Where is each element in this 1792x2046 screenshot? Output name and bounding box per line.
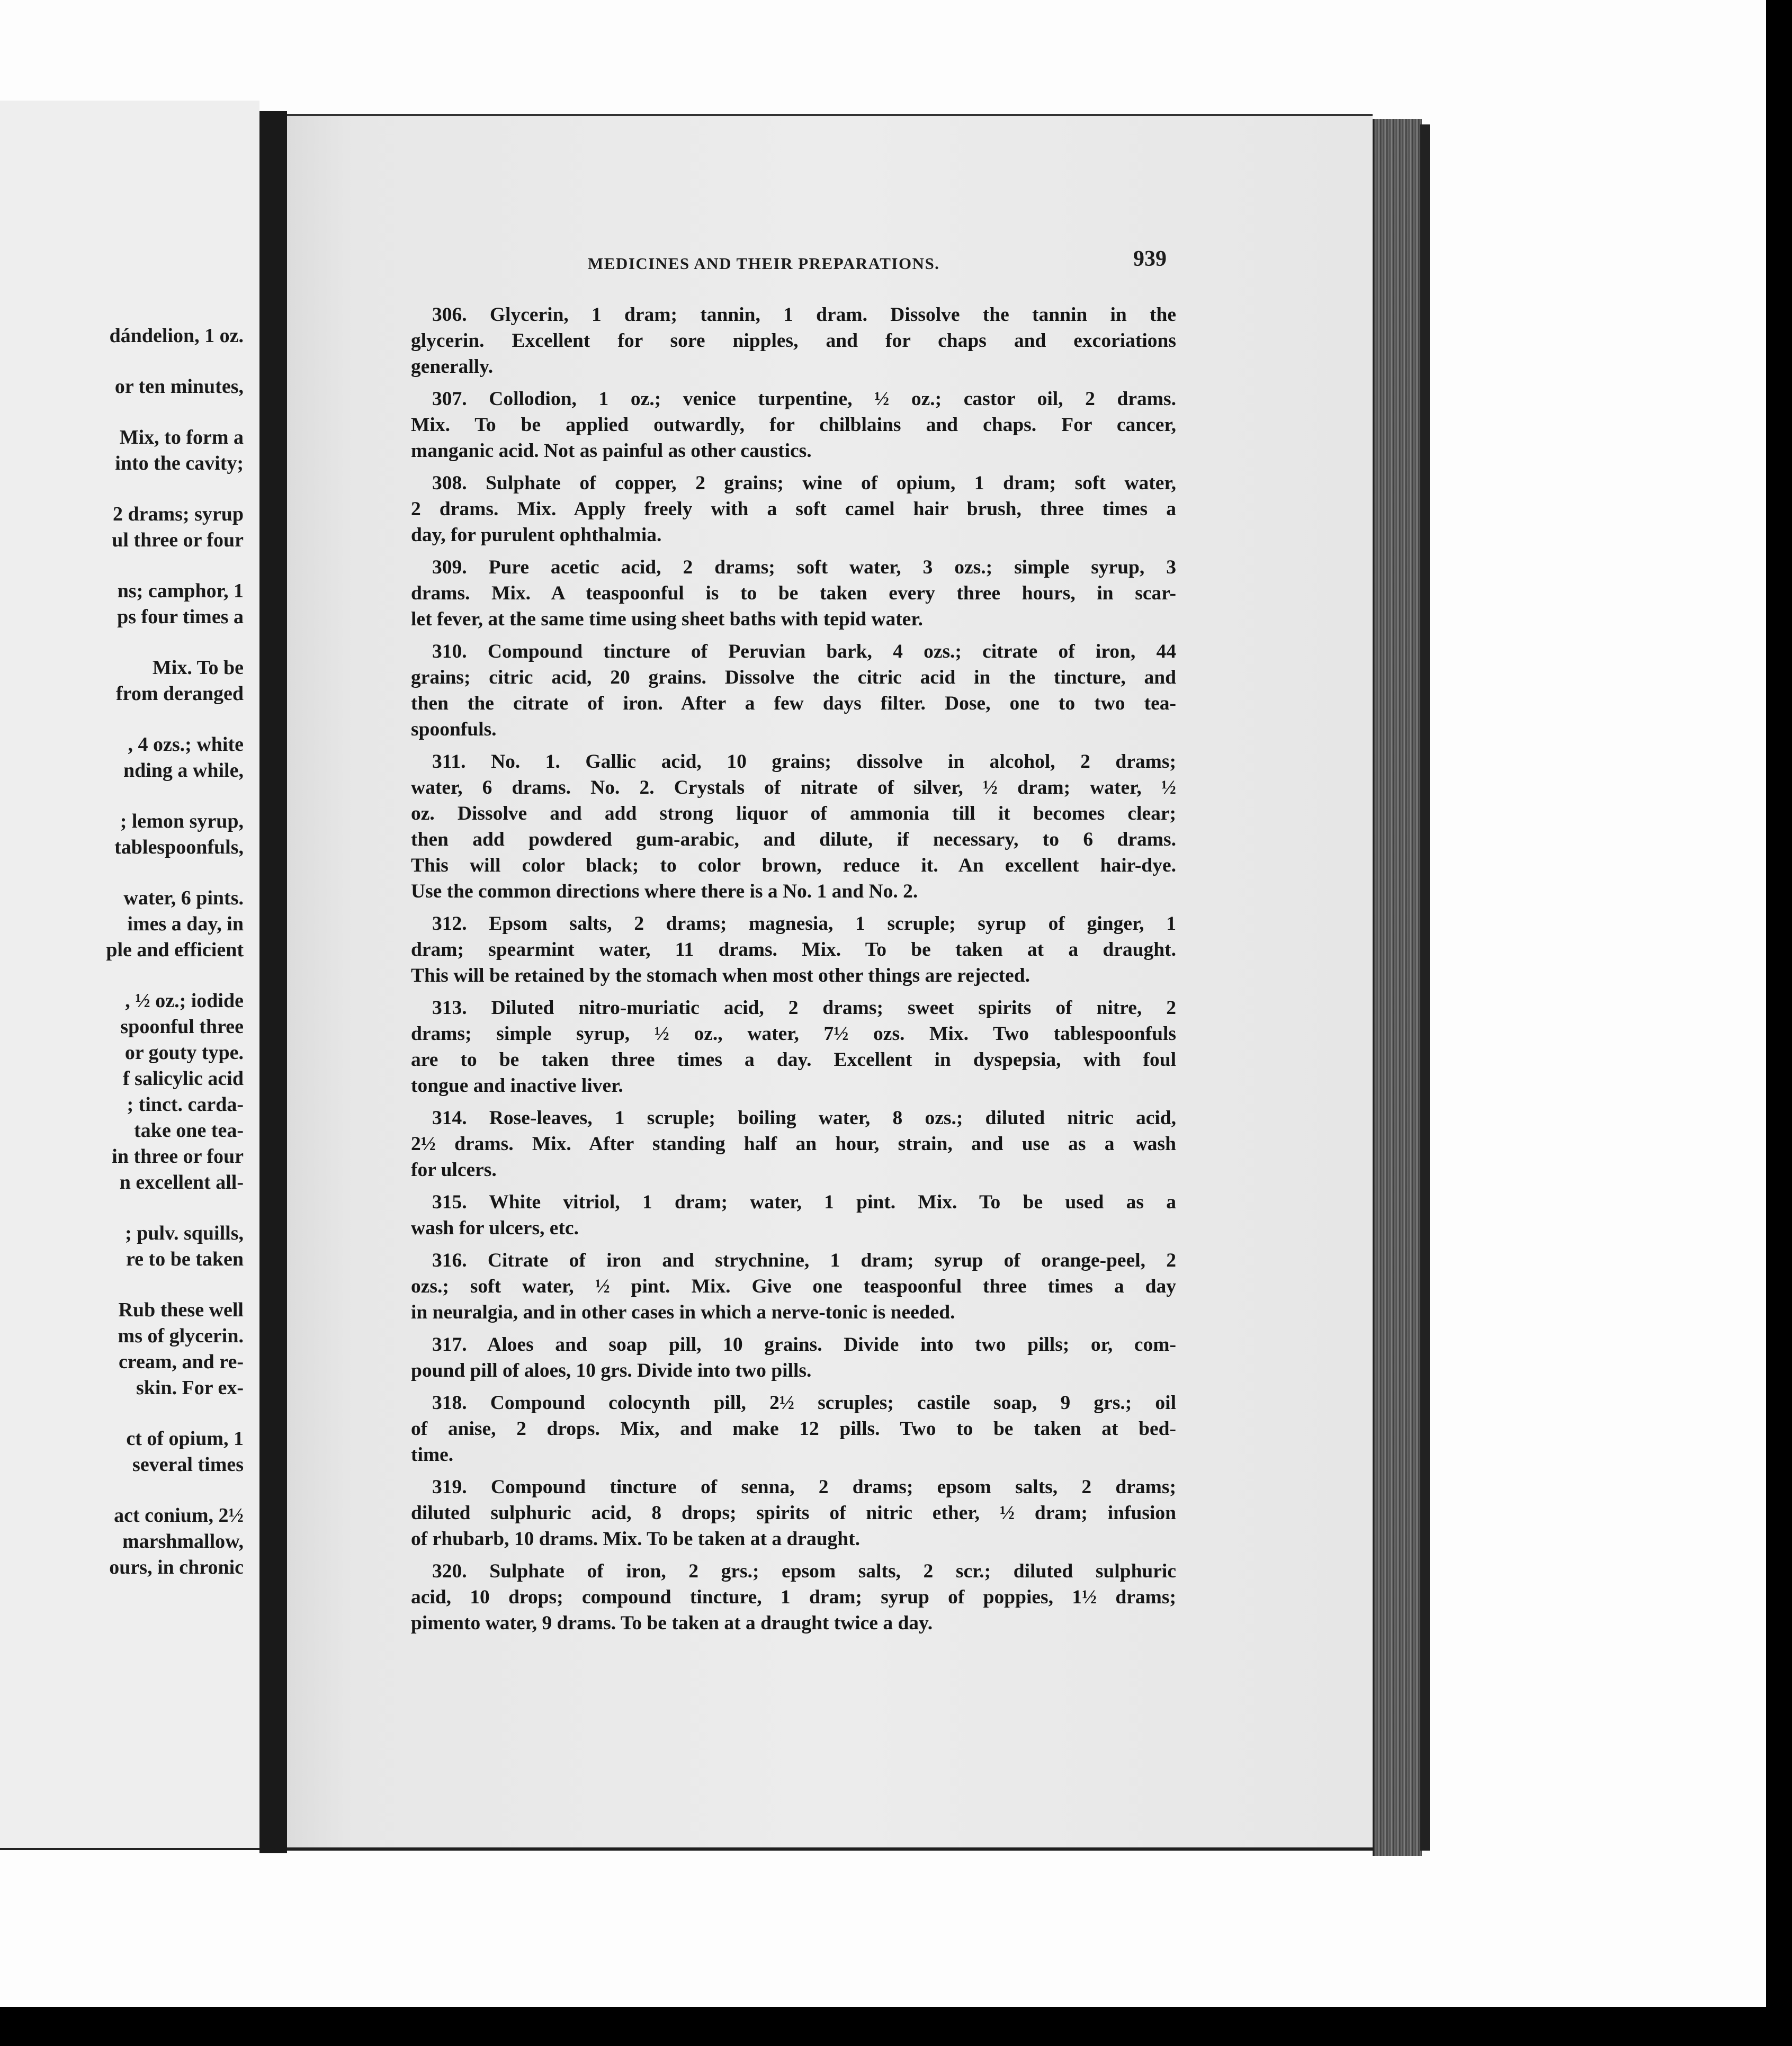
recipe-line: spoonfuls. <box>411 719 497 740</box>
recipe-line: 317. Aloes and soap pill, 10 grains. Divide into two pills; or, com- <box>432 1334 1176 1356</box>
recipe-line: drams; simple syrup, ½ oz., water, 7½ ozs. Mix. Two tablespoonfuls <box>411 1023 1176 1045</box>
left-page-line: marshmallow, <box>122 1530 244 1553</box>
left-page-line: ; lemon syrup, <box>120 810 244 832</box>
left-page-line <box>0 707 244 732</box>
left-page-line <box>0 553 244 578</box>
recipe-entry <box>411 1105 1176 1183</box>
left-page-line <box>0 1196 244 1221</box>
left-page-line: ns; camphor, 1 <box>117 580 244 602</box>
recipe-line: 316. Citrate of iron and strychnine, 1 dram; syrup of orange-peel, 2 <box>432 1250 1176 1271</box>
left-page-line: ms of glycerin. <box>118 1325 244 1347</box>
recipe-line: of rhubarb, 10 drams. Mix. To be taken at a draught. <box>411 1528 861 1550</box>
recipe-line: 319. Compound tincture of senna, 2 drams; epsom salts, 2 drams; <box>432 1476 1176 1498</box>
left-page-line: cream, and re- <box>118 1351 244 1373</box>
recipe-entry <box>411 1390 1176 1468</box>
scan-frame-bottom <box>0 2007 1792 2046</box>
recipe-line: dram; spearmint water, 11 drams. Mix. To be taken at a draught. <box>411 939 1176 961</box>
recipe-line: 308. Sulphate of copper, 2 grains; wine of opium, 1 dram; soft water, <box>432 472 1176 494</box>
running-head: MEDICINES AND THEIR PREPARATIONS. <box>588 254 940 273</box>
left-page-line: Rub these well <box>118 1299 244 1321</box>
recipe-entry <box>411 1248 1176 1325</box>
left-page-line: ; pulv. squills, <box>125 1222 244 1244</box>
recipe-line: then the citrate of iron. After a few days filter. Dose, one to two tea- <box>411 693 1176 714</box>
recipe-line: 306. Glycerin, 1 dram; tannin, 1 dram. Dissolve the tannin in the <box>432 304 1176 326</box>
recipe-entry <box>411 1558 1176 1636</box>
recipe-line: acid, 10 drops; compound tincture, 1 dram; syrup of poppies, 1½ drams; <box>411 1586 1176 1608</box>
left-page-line: dándelion, 1 oz. <box>109 325 244 347</box>
recipe-line: Use the common directions where there is a No. 1 and No. 2. <box>411 881 918 902</box>
left-page-line: spoonful three <box>120 1016 244 1038</box>
recipe-line: 2½ drams. Mix. After standing half an hour, strain, and use as a wash <box>411 1133 1176 1155</box>
recipe-line: in neuralgia, and in other cases in which a nerve-tonic is needed. <box>411 1302 955 1323</box>
recipe-entry <box>411 302 1176 380</box>
left-page-line <box>0 1401 244 1426</box>
left-page-line <box>0 349 244 374</box>
recipe-line: 314. Rose-leaves, 1 scruple; boiling water, 8 ozs.; diluted nitric acid, <box>432 1107 1176 1129</box>
recipe-line: water, 6 drams. No. 2. Crystals of nitrate of silver, ½ dram; water, ½ <box>411 777 1176 798</box>
recipe-line: 315. White vitriol, 1 dram; water, 1 pint. Mix. To be used as a <box>432 1191 1176 1213</box>
left-page-line: re to be taken <box>126 1248 244 1270</box>
recipe-entry <box>411 554 1176 632</box>
page-number: 939 <box>1133 247 1167 271</box>
recipe-entries <box>411 302 1176 1643</box>
left-page-line: n excellent all- <box>119 1171 244 1194</box>
recipe-entry <box>411 1332 1176 1384</box>
left-page-line <box>0 630 244 655</box>
recipe-line: 311. No. 1. Gallic acid, 10 grains; dissolve in alcohol, 2 drams; <box>432 751 1176 773</box>
recipe-entry <box>411 995 1176 1099</box>
recipe-line: time. <box>411 1444 454 1466</box>
left-page-line <box>0 860 244 885</box>
recipe-line: day, for purulent ophthalmia. <box>411 524 662 546</box>
recipe-line: This will color black; to color brown, reduce it. An excellent hair-dye. <box>411 855 1176 876</box>
scan-frame-right <box>1766 0 1792 2046</box>
recipe-line: wash for ulcers, etc. <box>411 1217 579 1239</box>
recipe-line: 318. Compound colocynth pill, 2½ scruples; castile soap, 9 grs.; oil <box>432 1392 1176 1414</box>
recipe-line: 309. Pure acetic acid, 2 drams; soft water, 3 ozs.; simple syrup, 3 <box>432 557 1176 578</box>
left-page-line: several times <box>132 1453 244 1476</box>
left-page-line <box>0 477 244 501</box>
recipe-line: diluted sulphuric acid, 8 drops; spirits of nitric ether, ½ dram; infusion <box>411 1502 1176 1524</box>
recipe-line: then add powdered gum-arabic, and dilute, if necessary, to 6 drams. <box>411 829 1176 850</box>
left-page-line: into the cavity; <box>115 452 244 474</box>
left-page-line: imes a day, in <box>127 913 244 935</box>
left-page-line: or gouty type. <box>124 1042 244 1064</box>
left-page-line <box>0 400 244 425</box>
recipe-line: Mix. To be applied outwardly, for chilblains and chaps. For cancer, <box>411 414 1176 436</box>
recipe-line: tongue and inactive liver. <box>411 1075 623 1097</box>
left-page-line: in three or four <box>112 1145 244 1168</box>
left-page-line: act conium, 2½ <box>114 1504 244 1527</box>
left-page-line: or ten minutes, <box>114 375 244 398</box>
left-page-line: 2 drams; syrup <box>112 503 244 525</box>
left-page-line: Mix. To be <box>152 657 244 679</box>
recipe-line: 313. Diluted nitro-muriatic acid, 2 drams; sweet spirits of nitre, 2 <box>432 997 1176 1019</box>
recipe-line: grains; citric acid, 20 grains. Dissolve the citric acid in the tincture, and <box>411 667 1176 688</box>
recipe-entry <box>411 1189 1176 1241</box>
left-page-line: Mix, to form a <box>119 426 244 448</box>
recipe-entry <box>411 639 1176 742</box>
left-page-line: ct of opium, 1 <box>126 1428 244 1450</box>
recipe-line: generally. <box>411 356 494 378</box>
recipe-line: 307. Collodion, 1 oz.; venice turpentine, ½ oz.; castor oil, 2 drams. <box>432 388 1176 410</box>
recipe-line: oz. Dissolve and add strong liquor of ammonia till it becomes clear; <box>411 803 1176 824</box>
left-page-line: ple and efficient <box>106 939 244 961</box>
recipe-line: let fever, at the same time using sheet baths with tepid water. <box>411 608 923 630</box>
recipe-line: manganic acid. Not as painful as other caustics. <box>411 440 812 462</box>
page-edge-outer <box>1420 124 1430 1851</box>
left-page-line: skin. For ex- <box>136 1377 244 1399</box>
left-page-line <box>0 1272 244 1297</box>
recipe-line: 320. Sulphate of iron, 2 grs.; epsom salts, 2 scr.; diluted sulphuric <box>432 1560 1176 1582</box>
recipe-line: This will be retained by the stomach when most other things are rejected. <box>411 965 1031 986</box>
recipe-entry <box>411 1474 1176 1552</box>
left-page-line <box>0 1478 244 1503</box>
left-page <box>0 101 259 1850</box>
recipe-line: are to be taken three times a day. Excellent in dyspepsia, with foul <box>411 1049 1176 1071</box>
left-page-line: tablespoonfuls, <box>114 836 244 858</box>
recipe-line: pimento water, 9 drams. To be taken at a draught twice a day. <box>411 1612 933 1634</box>
recipe-line: 312. Epsom salts, 2 drams; magnesia, 1 scruple; syrup of ginger, 1 <box>432 913 1176 935</box>
recipe-entry <box>411 749 1176 904</box>
recipe-line: 2 drams. Mix. Apply freely with a soft camel hair brush, three times a <box>411 498 1176 520</box>
left-page-line: from deranged <box>116 683 244 705</box>
left-page-line: water, 6 pints. <box>123 887 244 909</box>
left-page-line: ; tinct. carda- <box>127 1093 244 1116</box>
recipe-line: ozs.; soft water, ½ pint. Mix. Give one teaspoonful three times a day <box>411 1276 1176 1297</box>
left-page-line: , 4 ozs.; white <box>128 733 244 756</box>
left-page-line: ps four times a <box>117 606 244 628</box>
recipe-line: for ulcers. <box>411 1159 497 1181</box>
left-page-line: , ½ oz.; iodide <box>125 990 244 1012</box>
recipe-entry <box>411 470 1176 548</box>
recipe-line: drams. Mix. A teaspoonful is to be taken every three hours, in scar- <box>411 582 1176 604</box>
left-page-text <box>0 323 244 1581</box>
book-gutter <box>259 111 287 1853</box>
left-page-line: ours, in chronic <box>109 1556 244 1578</box>
recipe-entry <box>411 911 1176 989</box>
left-page-line <box>0 784 244 809</box>
recipe-line: glycerin. Excellent for sore nipples, and for chaps and excoriations <box>411 330 1176 352</box>
left-page-line: take one tea- <box>134 1119 244 1142</box>
recipe-line: pound pill of aloes, 10 grs. Divide into two pills. <box>411 1360 812 1381</box>
page-edge <box>1373 119 1422 1856</box>
recipe-line: of anise, 2 drops. Mix, and make 12 pills. Two to be taken at bed- <box>411 1418 1176 1440</box>
recipe-line: 310. Compound tincture of Peruvian bark, 4 ozs.; citrate of iron, 44 <box>432 641 1176 662</box>
left-page-line: f salicylic acid <box>123 1067 244 1090</box>
recipe-entry <box>411 386 1176 464</box>
left-page-line <box>0 963 244 988</box>
left-page-line: ul three or four <box>112 529 244 551</box>
left-page-line: nding a while, <box>123 759 244 782</box>
